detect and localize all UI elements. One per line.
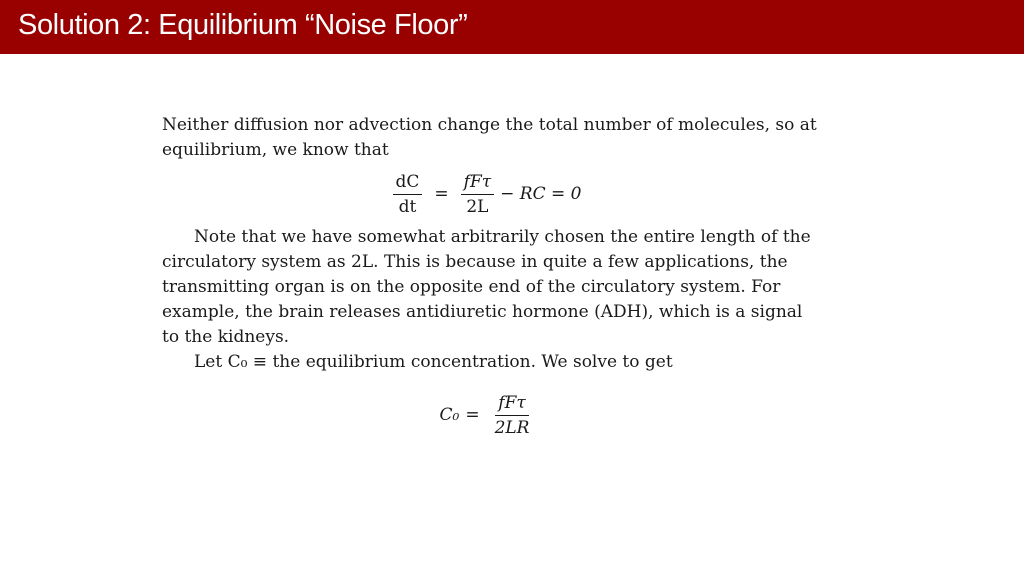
paragraph-2-line-4: example, the brain releases antidiuretic hormone (ADH), which is a signal bbox=[162, 302, 803, 322]
paragraph-2-line-3: transmitting organ is on the opposite end of the circulatory system. For bbox=[162, 277, 781, 297]
fraction-production bbox=[461, 172, 495, 217]
paragraph-2-line-1-text: Note that we have somewhat arbitrarily chosen the entire length of the bbox=[194, 227, 811, 247]
fraction-denominator: 2LR bbox=[494, 417, 530, 438]
equals-sign: = bbox=[465, 404, 480, 425]
slide-title: Solution 2: Equilibrium “Noise Floor” bbox=[18, 9, 468, 41]
fraction-numerator: fFτ bbox=[461, 172, 495, 195]
fraction-denominator: 2L bbox=[466, 196, 489, 217]
title-bar bbox=[0, 0, 1024, 54]
fraction-numerator: fFτ bbox=[495, 393, 529, 416]
paragraph-1-line-1: Neither diffusion nor advection change the total number of molecules, so at bbox=[162, 115, 817, 135]
paragraph-2-line-2: circulatory system as 2L. This is because in quite a few applications, the bbox=[162, 252, 788, 272]
equation-remainder: − RC = 0 bbox=[500, 183, 582, 204]
fraction-equilibrium bbox=[492, 393, 533, 438]
equals-sign: = bbox=[434, 183, 449, 204]
paragraph-1-line-2: equilibrium, we know that bbox=[162, 140, 389, 160]
equation-equilibrium bbox=[132, 375, 846, 455]
fraction-denominator: dt bbox=[398, 196, 417, 217]
paragraph-3-line-1: Let C₀ ≡ the equilibrium concentration. We solve to get bbox=[194, 352, 673, 372]
paragraph-2-line-1 bbox=[162, 225, 846, 250]
paragraph-2-line-5: to the kidneys. bbox=[162, 327, 290, 347]
equation-lhs: C₀ bbox=[439, 404, 460, 425]
slide-content bbox=[162, 113, 846, 455]
equation-rate bbox=[122, 163, 846, 225]
fraction-dc-dt bbox=[393, 172, 423, 217]
fraction-numerator: dC bbox=[393, 172, 423, 195]
